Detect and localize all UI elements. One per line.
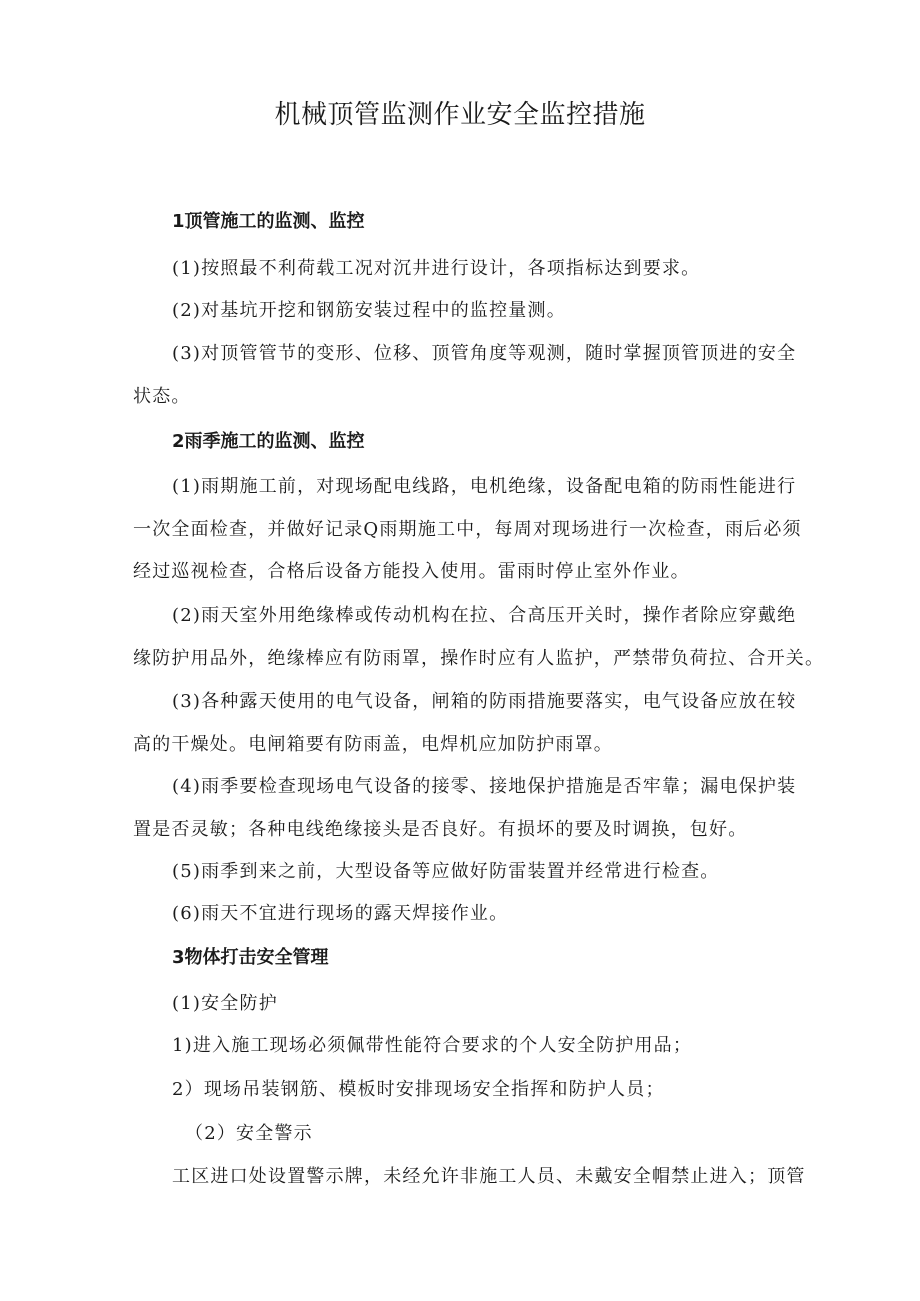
paragraph-line: (2)雨天室外用绝缘棒或传动机构在拉、合高压开关时，操作者除应穿戴绝 [172, 605, 797, 626]
paragraph-line: （2）安全警示 [185, 1123, 313, 1144]
paragraph-line: 1)进入施工现场必须佩带性能符合要求的个人安全防护用品； [172, 1035, 693, 1056]
paragraph-line: (1)雨期施工前，对现场配电线路，电机绝缘，设备配电箱的防雨性能进行 [172, 476, 797, 497]
paragraph-line: (4)雨季要检查现场电气设备的接零、接地保护措施是否牢靠；漏电保护装 [172, 776, 797, 797]
section-heading-2: 2雨季施工的监测、监控 [172, 431, 365, 452]
page-title: 机械顶管监测作业安全监控措施 [274, 100, 646, 130]
paragraph-line: 高的干燥处。电闸箱要有防雨盖，电焊机应加防护雨罩。 [133, 734, 613, 755]
paragraph-line: 状态。 [133, 386, 191, 407]
paragraph-line: (6)雨天不宜进行现场的露天焊接作业。 [172, 903, 509, 924]
paragraph-line: 缘防护用品外，绝缘棒应有防雨罩，操作时应有人监护，严禁带负荷拉、合开关。 [133, 648, 825, 669]
paragraph-line: 置是否灵敏；各种电线绝缘接头是否良好。有损坏的要及时调换，包好。 [133, 819, 748, 840]
paragraph-line: (3)各种露天使用的电气设备，闸箱的防雨措施要落实，电气设备应放在较 [172, 691, 797, 712]
paragraph-line: (1)安全防护 [172, 993, 278, 1014]
paragraph-line: (5)雨季到来之前，大型设备等应做好防雷装置并经常进行检查。 [172, 861, 720, 882]
paragraph-line: 一次全面检查，并做好记录Q雨期施工中，每周对现场进行一次检查，雨后必须 [133, 519, 802, 540]
paragraph-line: (3)对顶管管节的变形、位移、顶管角度等观测，随时掌握顶管顶进的安全 [172, 343, 797, 364]
paragraph-line: 工区进口处设置警示牌，未经允许非施工人员、未戴安全帽禁止进入；顶管 [172, 1166, 806, 1187]
section-heading-1: 1顶管施工的监测、监控 [172, 211, 365, 232]
paragraph-line: (2)对基坑开挖和钢筋安装过程中的监控量测。 [172, 300, 566, 321]
paragraph-line: 经过巡视检查，合格后设备方能投入使用。雷雨时停止室外作业。 [133, 561, 690, 582]
paragraph-line: (1)按照最不利荷载工况对沉井进行设计，各项指标达到要求。 [172, 258, 701, 279]
paragraph-line: 2）现场吊装钢筋、模板时安排现场安全指挥和防护人员； [172, 1079, 665, 1100]
section-heading-3: 3物体打击安全管理 [172, 947, 329, 968]
